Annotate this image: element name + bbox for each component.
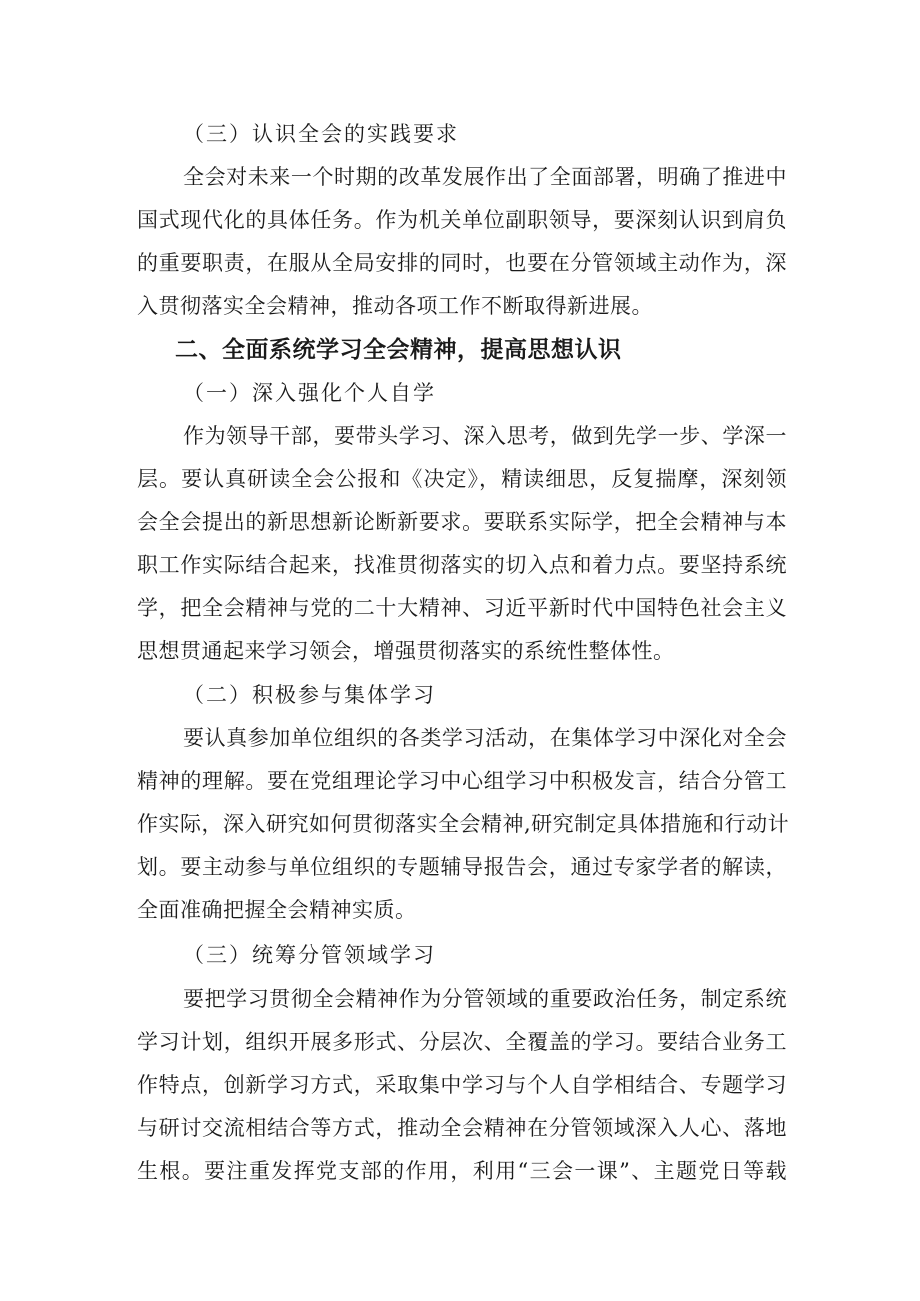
paragraph-line: 思想贯通起来学习领会，增强贯彻落实的系统性整体性。 — [137, 639, 675, 663]
paragraph-line: 学，把全会精神与党的二十大精神、习近平新时代中国特色社会主义 — [137, 596, 787, 620]
paragraph-line: 全面准确把握全会精神实质。 — [137, 898, 417, 922]
paragraph-line: 入贯彻落实全会精神，推动各项工作不断取得新进展。 — [137, 294, 653, 318]
paragraph-line: 的重要职责，在服从全局安排的同时，也要在分管领域主动作为，深 — [137, 251, 787, 275]
paragraph-line: 层。要认真研读全会公报和《决定》，精读细思，反复揣摩，深刻领 — [137, 467, 787, 491]
paragraph-line: 全会对未来一个时期的改革发展作出了全面部署，明确了推进中 — [183, 165, 787, 189]
section-heading: 二、全面系统学习全会精神，提高思想认识 — [175, 337, 622, 363]
paragraph-line: 作特点，创新学习方式，采取集中学习与个人自学相结合、专题学习 — [137, 1073, 787, 1097]
paragraph-line: 学习计划，组织开展多形式、分层次、全覆盖的学习。要结合业务工 — [137, 1030, 787, 1054]
paragraph-line: 划。要主动参与单位组织的专题辅导报告会，通过专家学者的解读， — [137, 855, 787, 879]
paragraph-line: 精神的理解。要在党组理论学习中心组学习中积极发言，结合分管工 — [137, 769, 787, 793]
paragraph-line: 要把学习贯彻全会精神作为分管领域的重要政治任务，制定系统 — [183, 987, 787, 1011]
paragraph-line: 作实际，深入研究如何贯彻落实全会精神,研究制定具体措施和行动计 — [137, 812, 790, 836]
subheading-2: （二）积极参与集体学习 — [183, 683, 436, 707]
paragraph-line: 与研讨交流相结合等方式，推动全会精神在分管领域深入人心、落地 — [137, 1116, 787, 1140]
subheading-1: （一）深入强化个人自学 — [183, 381, 436, 405]
paragraph-line: 国式现代化的具体任务。作为机关单位副职领导，要深刻认识到肩负 — [137, 208, 787, 232]
paragraph-line: 职工作实际结合起来，找准贯彻落实的切入点和着力点。要坚持系统 — [137, 553, 787, 577]
paragraph-line: 作为领导干部，要带头学习、深入思考，做到先学一步、学深一 — [183, 424, 787, 448]
paragraph-line: 会全会提出的新思想新论断新要求。要联系实际学，把全会精神与本 — [137, 510, 787, 534]
subheading-3: （三）统筹分管领域学习 — [183, 943, 436, 967]
paragraph-line: 生根。要注重发挥党支部的作用，利用“三会一课”、主题党日等载 — [137, 1159, 787, 1183]
section3-subheading: （三）认识全会的实践要求 — [183, 122, 459, 146]
paragraph-line: 要认真参加单位组织的各类学习活动，在集体学习中深化对全会 — [183, 726, 787, 750]
